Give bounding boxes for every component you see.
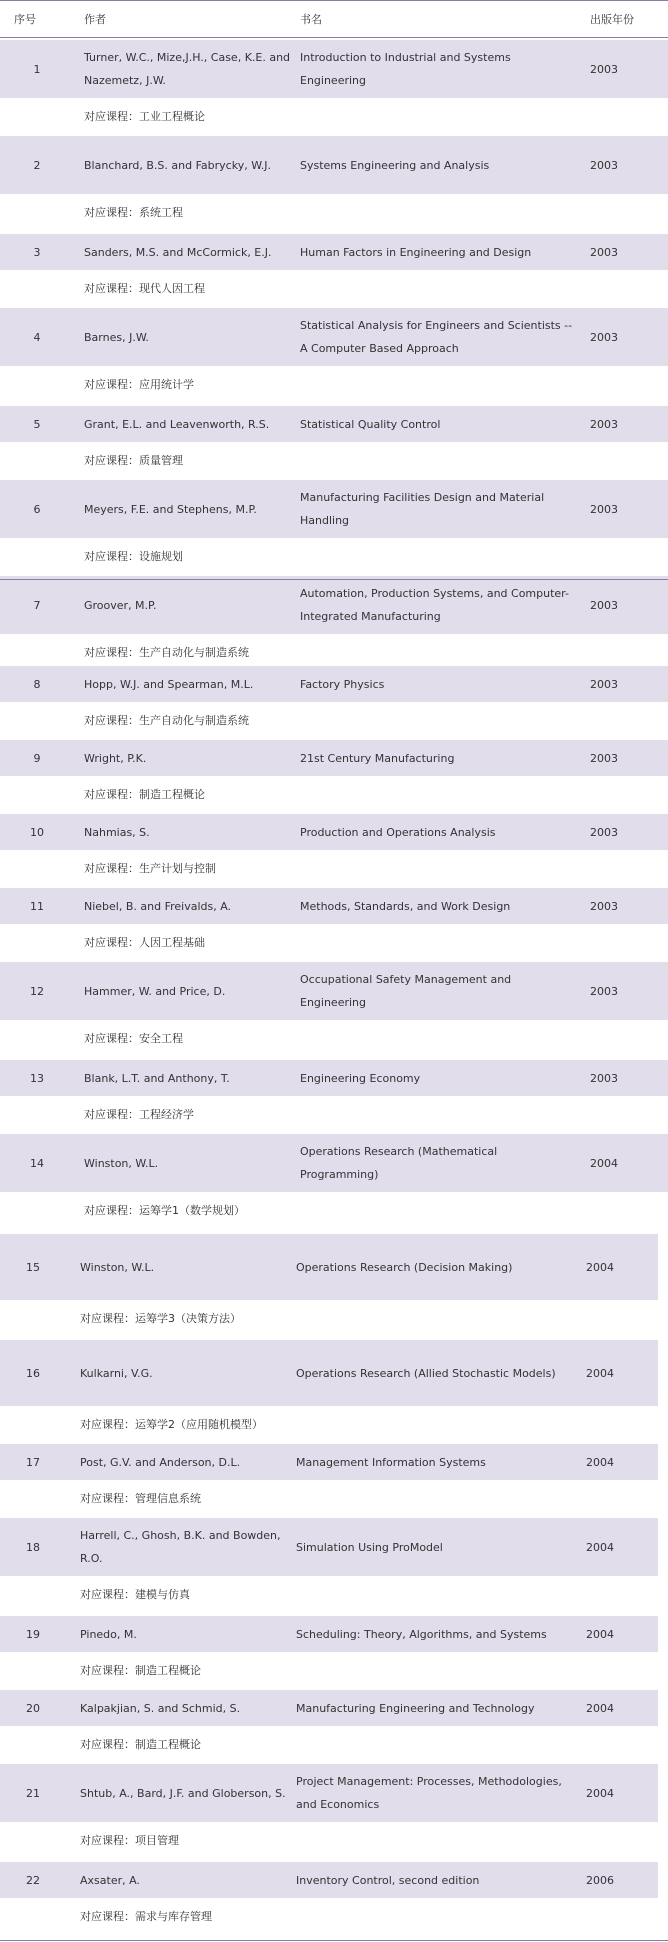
book-title: Operations Research (Mathematical Programming): [300, 1145, 498, 1181]
book-title: Simulation Using ProModel: [296, 1540, 443, 1554]
book-title: Manufacturing Engineering and Technology: [296, 1701, 535, 1715]
course-name: 工业工程概论: [139, 110, 205, 123]
course-name: 运筹学2（应用随机模型）: [135, 1418, 263, 1431]
course-row: [0, 850, 668, 886]
header-author: 作者: [84, 13, 106, 26]
course-prefix: 对应课程：: [84, 1032, 139, 1045]
book-author: Blank, L.T. and Anthony, T.: [84, 1071, 230, 1085]
book-title: Management Information Systems: [296, 1455, 486, 1469]
book-author: Wright, P.K.: [84, 751, 147, 765]
course-name: 工程经济学: [139, 1108, 194, 1121]
book-title: Methods, Standards, and Work Design: [300, 899, 511, 913]
book-year: 2003: [590, 899, 618, 913]
course-name: 制造工程概论: [139, 788, 205, 801]
book-author: Blanchard, B.S. and Fabrycky, W.J.: [84, 158, 272, 172]
book-year: 2003: [590, 62, 618, 76]
course-row: [0, 366, 668, 402]
course-prefix: 对应课程：: [80, 1738, 135, 1751]
course-prefix: 对应课程：: [84, 936, 139, 949]
book-no: 13: [30, 1071, 44, 1085]
book-author: Turner, W.C., Mize,J.H., Case, K.E. and Nazemetz, J.W.: [84, 51, 291, 87]
course-name: 生产自动化与制造系统: [139, 646, 249, 659]
book-year: 2003: [590, 158, 618, 172]
header-title: 书名: [300, 13, 322, 26]
book-title: Introduction to Industrial and Systems Engineering: [300, 51, 511, 87]
book-year: 2004: [586, 1540, 614, 1554]
book-author: Hopp, W.J. and Spearman, M.L.: [84, 677, 254, 691]
book-year: 2004: [590, 1156, 618, 1170]
book-no: 9: [33, 751, 41, 765]
course-name: 应用统计学: [139, 378, 194, 391]
course-prefix: 对应课程：: [80, 1588, 135, 1601]
book-title: 21st Century Manufacturing: [300, 751, 455, 765]
book-row: [0, 234, 668, 270]
course-prefix: 对应课程：: [80, 1834, 135, 1847]
book-row: [0, 136, 668, 194]
book-year: 2004: [586, 1627, 614, 1641]
course-prefix: 对应课程：: [80, 1664, 135, 1677]
book-row: [0, 1690, 658, 1726]
course-row: [0, 1300, 668, 1336]
book-row: [0, 888, 668, 924]
course-prefix: 对应课程：: [84, 862, 139, 875]
book-title: Inventory Control, second edition: [296, 1873, 480, 1887]
book-title: Project Management: Processes, Methodologies, and Economics: [296, 1775, 562, 1811]
book-no: 20: [26, 1701, 40, 1715]
course-row: [0, 270, 668, 306]
book-year: 2006: [586, 1873, 614, 1887]
book-year: 2004: [586, 1260, 614, 1274]
course-row: [0, 634, 668, 670]
book-no: 18: [26, 1540, 40, 1554]
book-year: 2004: [586, 1455, 614, 1469]
book-row: [0, 962, 668, 1020]
book-no: 6: [33, 502, 41, 516]
course-name: 系统工程: [139, 206, 183, 219]
book-no: 21: [26, 1786, 40, 1800]
course-name: 管理信息系统: [135, 1492, 201, 1505]
book-no: 4: [33, 330, 41, 344]
book-row: [0, 1616, 658, 1652]
book-row: [0, 1764, 658, 1822]
course-prefix: 对应课程：: [80, 1492, 135, 1505]
book-year: 2003: [590, 825, 618, 839]
course-name: 运筹学3（决策方法）: [135, 1312, 241, 1325]
book-author: Pinedo, M.: [80, 1627, 137, 1641]
book-no: 3: [33, 245, 41, 259]
book-no: 22: [26, 1873, 40, 1887]
course-row: [0, 1576, 668, 1612]
book-year: 2003: [590, 1071, 618, 1085]
course-row: [0, 1822, 668, 1858]
course-name: 设施规划: [139, 550, 183, 563]
book-title: Occupational Safety Management and Engineering: [300, 973, 512, 1009]
book-row: [0, 666, 668, 702]
course-name: 需求与库存管理: [135, 1910, 212, 1923]
course-prefix: 对应课程：: [80, 1312, 135, 1325]
course-row: [0, 1096, 668, 1132]
book-title: Human Factors in Engineering and Design: [300, 245, 532, 259]
book-author: Meyers, F.E. and Stephens, M.P.: [84, 502, 257, 516]
course-name: 制造工程概论: [135, 1738, 201, 1751]
course-prefix: 对应课程：: [84, 206, 139, 219]
book-author: Winston, W.L.: [80, 1260, 155, 1274]
table-bottom-border: [0, 1940, 668, 1941]
book-no: 19: [26, 1627, 40, 1641]
book-year: 2004: [586, 1701, 614, 1715]
book-year: 2003: [590, 677, 618, 691]
book-author: Kalpakjian, S. and Schmid, S.: [80, 1701, 241, 1715]
course-row: [0, 924, 668, 960]
book-author: Post, G.V. and Anderson, D.L.: [80, 1455, 241, 1469]
course-row: [0, 1898, 668, 1934]
course-row: [0, 442, 668, 478]
book-title: Systems Engineering and Analysis: [300, 158, 490, 172]
book-author: Nahmias, S.: [84, 825, 150, 839]
course-row: [0, 1652, 668, 1688]
book-title: Manufacturing Facilities Design and Material Handling: [300, 491, 545, 527]
book-year: 2003: [590, 245, 618, 259]
book-no: 7: [33, 598, 41, 612]
course-row: [0, 1480, 668, 1516]
book-author: Niebel, B. and Freivalds, A.: [84, 899, 232, 913]
book-author: Sanders, M.S. and McCormick, E.J.: [84, 245, 272, 259]
book-row: [0, 814, 668, 850]
book-title: Factory Physics: [300, 677, 385, 691]
book-no: 8: [33, 677, 41, 691]
book-author: Harrell, C., Ghosh, B.K. and Bowden, R.O.: [80, 1529, 281, 1565]
course-prefix: 对应课程：: [84, 110, 139, 123]
book-author: Hammer, W. and Price, D.: [84, 984, 226, 998]
divider: [0, 579, 668, 580]
book-author: Winston, W.L.: [84, 1156, 159, 1170]
course-prefix: 对应课程：: [80, 1910, 135, 1923]
table-header: [0, 0, 668, 38]
book-author: Shtub, A., Bard, J.F. and Globerson, S.: [80, 1786, 286, 1800]
book-no: 5: [33, 417, 41, 431]
header-no: 序号: [14, 13, 36, 26]
course-name: 建模与仿真: [135, 1588, 190, 1601]
course-name: 现代人因工程: [139, 282, 205, 295]
book-author: Barnes, J.W.: [84, 330, 149, 344]
book-row: [0, 406, 668, 442]
book-row: [0, 1340, 658, 1406]
course-row: [0, 702, 668, 738]
course-name: 人因工程基础: [139, 936, 205, 949]
course-row: [0, 538, 668, 574]
book-author: Groover, M.P.: [84, 598, 157, 612]
course-prefix: 对应课程：: [84, 714, 139, 727]
header-year: 出版年份: [590, 13, 634, 26]
book-title: Scheduling: Theory, Algorithms, and Systems: [296, 1627, 547, 1641]
book-no: 15: [26, 1260, 40, 1274]
book-no: 16: [26, 1366, 40, 1380]
book-author: Kulkarni, V.G.: [80, 1366, 153, 1380]
book-title: Automation, Production Systems, and Computer-Integrated Manufacturing: [300, 587, 569, 623]
book-no: 17: [26, 1455, 40, 1469]
course-row: [0, 1726, 668, 1762]
book-title: Statistical Quality Control: [300, 417, 441, 431]
book-no: 10: [30, 825, 44, 839]
book-title: Engineering Economy: [300, 1071, 421, 1085]
book-title: Operations Research (Decision Making): [296, 1260, 513, 1274]
book-no: 12: [30, 984, 44, 998]
book-row: [0, 40, 668, 98]
book-no: 1: [33, 62, 41, 76]
course-name: 项目管理: [135, 1834, 179, 1847]
book-row: [0, 740, 668, 776]
course-name: 制造工程概论: [135, 1664, 201, 1677]
course-row: [0, 776, 668, 812]
book-title: Production and Operations Analysis: [300, 825, 496, 839]
course-prefix: 对应课程：: [84, 550, 139, 563]
book-no: 2: [33, 158, 41, 172]
course-prefix: 对应课程：: [84, 788, 139, 801]
book-author: Axsater, A.: [80, 1873, 140, 1887]
course-row: [0, 194, 668, 230]
course-name: 质量管理: [139, 454, 183, 467]
course-prefix: 对应课程：: [84, 646, 139, 659]
book-row: [0, 1862, 658, 1898]
book-row: [0, 480, 668, 538]
course-row: [0, 1020, 668, 1056]
book-title: Statistical Analysis for Engineers and Scientists -- A Computer Based Approach: [300, 319, 573, 355]
course-name: 运筹学1（数学规划）: [139, 1204, 245, 1217]
book-row: [0, 1234, 658, 1300]
course-name: 生产自动化与制造系统: [139, 714, 249, 727]
book-year: 2004: [586, 1786, 614, 1800]
book-year: 2003: [590, 751, 618, 765]
course-row: [0, 1192, 668, 1228]
course-name: 生产计划与控制: [139, 862, 216, 875]
book-row: [0, 1134, 668, 1192]
course-prefix: 对应课程：: [84, 282, 139, 295]
book-year: 2003: [590, 330, 618, 344]
book-row: [0, 576, 668, 634]
book-row: [0, 1060, 668, 1096]
book-year: 2004: [586, 1366, 614, 1380]
course-prefix: 对应课程：: [84, 1204, 139, 1217]
book-title: Operations Research (Allied Stochastic Models): [296, 1366, 556, 1380]
course-prefix: 对应课程：: [84, 454, 139, 467]
course-prefix: 对应课程：: [84, 1108, 139, 1121]
book-year: 2003: [590, 502, 618, 516]
book-row: [0, 1518, 658, 1576]
course-row: [0, 1406, 668, 1442]
book-row: [0, 308, 668, 366]
book-author: Grant, E.L. and Leavenworth, R.S.: [84, 417, 270, 431]
course-name: 安全工程: [139, 1032, 183, 1045]
course-prefix: 对应课程：: [84, 378, 139, 391]
book-no: 11: [30, 899, 44, 913]
book-year: 2003: [590, 417, 618, 431]
book-year: 2003: [590, 984, 618, 998]
book-no: 14: [30, 1156, 44, 1170]
course-row: [0, 98, 668, 134]
book-year: 2003: [590, 598, 618, 612]
course-prefix: 对应课程：: [80, 1418, 135, 1431]
book-row: [0, 1444, 658, 1480]
